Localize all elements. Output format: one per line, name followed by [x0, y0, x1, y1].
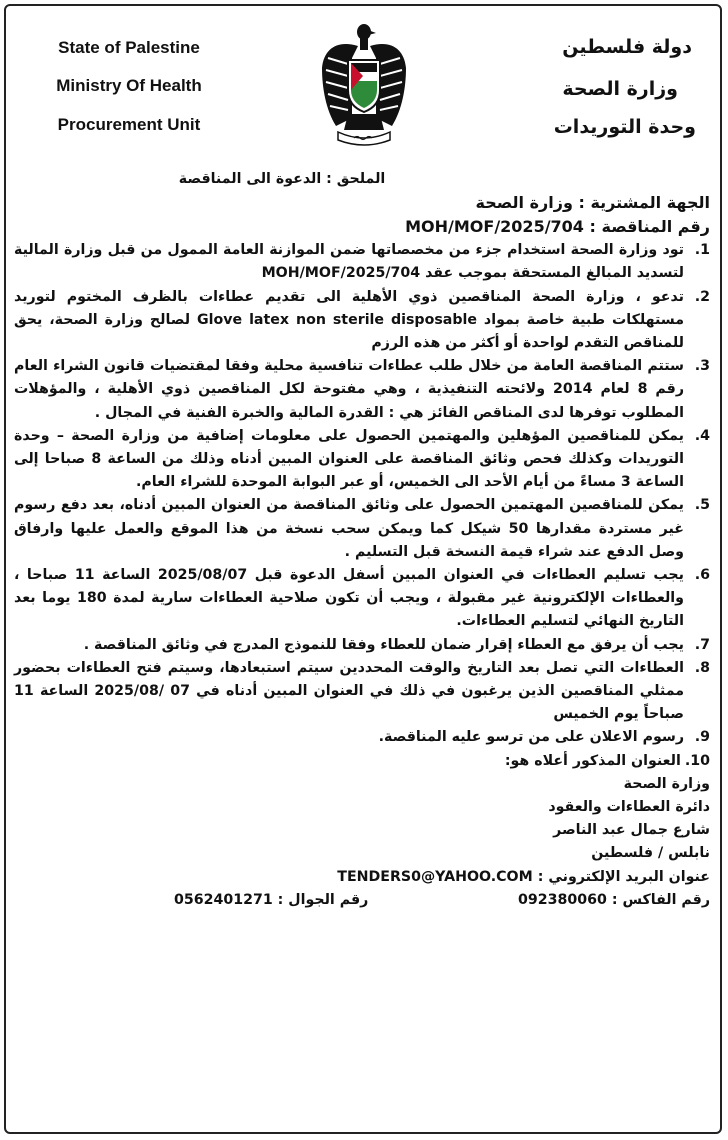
- email-label: عنوان البريد الإلكتروني :: [537, 868, 710, 885]
- clause-text: يجب أن يرفق مع العطاء إقرار ضمان للعطاء وفقا للنموذج المدرج في وثائق المناقصة .: [83, 636, 684, 653]
- tender-number-line: [14, 215, 710, 239]
- header-state-ar: دولة فلسطين: [562, 36, 692, 58]
- clause-text: يمكن للمناقصين المهتمين الحصول على وثائق المناقصة من العنوان المبين أدناه، بعد دفع رسوم غير مستردة مقدارها 50 شيكل كما ويمكن سحب نسخة من هذا الموقع والعمل عليها وارفاق وصل الدفع عند شراء قيمة النسخة قبل التسليم .: [14, 497, 684, 560]
- header-ministry-en: Ministry Of Health: [56, 76, 202, 95]
- address-line: شارع جمال عبد الناصر: [553, 822, 710, 839]
- announcement-title: الملحق : الدعوة الى المناقصة: [178, 171, 386, 187]
- header-ministry-ar: وزارة الصحة: [562, 78, 678, 100]
- clause-8: [14, 657, 710, 727]
- address-line: وزارة الصحة: [623, 775, 710, 792]
- clause-7: [14, 634, 710, 657]
- clause-text: العنوان المذكور أعلاه هو:: [504, 752, 681, 769]
- clause-6: [14, 564, 710, 634]
- clause-number: 10.: [684, 752, 710, 769]
- address-line: نابلس / فلسطين: [591, 845, 710, 862]
- clause-number: 3.: [694, 358, 710, 375]
- clause-10: [14, 750, 710, 773]
- clause-number: 9.: [694, 729, 710, 746]
- clause-number: 5.: [694, 497, 710, 514]
- fax-group: [518, 889, 710, 912]
- clause-text: يجب تسليم العطاءات في العنوان المبين أسفل الدعوة قبل 2025/08/07 الساعة 11 صباحا ، والعطاءات الإلكترونية غير مقبولة ، ويجب أن تكون صلاحية العطاءات سارية لمدة 180 يوما بعد التاريخ النهائي لتسليم العطاءات.: [14, 567, 684, 630]
- fax-label: رقم الفاكس :: [611, 891, 710, 908]
- clause-4: [14, 425, 710, 495]
- palestine-eagle-emblem-icon: [318, 18, 410, 148]
- tender-number: MOH/MOF/2025/704: [405, 217, 584, 237]
- clause-2: [14, 286, 710, 356]
- tender-announcement: [14, 168, 710, 912]
- clause-number: 4.: [694, 427, 710, 444]
- clause-number: 1.: [694, 242, 710, 259]
- clause-9: [14, 726, 710, 749]
- clause-3: [14, 355, 710, 425]
- clause-5: [14, 494, 710, 564]
- clause-text: تود وزارة الصحة استخدام جزء من مخصصاتها ضمن الموازنة العامة الممول من قبل وزارة المالية لتسديد المبالغ المستحقة بموجب عقد MOH/MOF/2025/704: [14, 242, 684, 282]
- clause-number: 7.: [694, 636, 710, 653]
- clause-text: رسوم الاعلان على من ترسو عليه المناقصة.: [378, 729, 684, 746]
- mobile-label: رقم الجوال :: [277, 891, 369, 908]
- email-address: TENDERS0@YAHOO.COM: [337, 868, 533, 885]
- clause-text: تدعو ، وزارة الصحة المناقصين ذوي الأهلية الى تقديم عطاءات بالظرف المختوم لتوريد مستهلكات طبية خاصة بمواد Glove latex non sterile disposable لصالح وزارة الصحة، يحق للمناقص التقدم لواحدة أو أكثر من هذه الرزم: [14, 288, 684, 352]
- phone-fax-row: [14, 889, 710, 912]
- clause-text: يمكن للمناقصين المؤهلين والمهتمين الحصول على معلومات إضافية من وزارة الصحة – وحدة التوريدات وكذلك فحص وثائق المناقصة على العنوان المبين أدناه وذلك من الساعة 8 صباحا إلى الساعة 3 مساءً من أيام الأحد الى الخميس، أو عبر البوابة الموحدة للشراء العام.: [14, 427, 684, 491]
- mobile-number: 0562401271: [174, 891, 273, 908]
- clause-number: 8.: [694, 659, 710, 676]
- fax-number: 092380060: [518, 891, 607, 908]
- clause-text: العطاءات التي تصل بعد التاريخ والوقت المحددين سيتم استبعادها، وسيتم فتح العطاءات بحضور ممثلي المناقصين الذين يرغبون في ذلك في العنوان المبين أدناه في 07 /2025/08 الساعة 11 صباحاً يوم الخميس: [14, 659, 684, 723]
- header-unit-en: Procurement Unit: [57, 115, 201, 134]
- address-block: [14, 773, 710, 866]
- header-state-en: State of Palestine: [58, 38, 200, 57]
- mobile-group: [174, 889, 368, 912]
- email-line: [14, 866, 710, 889]
- tender-number-label: رقم المناقصة :: [589, 217, 710, 237]
- header-unit-ar: وحدة التوريدات: [553, 116, 696, 138]
- clause-number: 2.: [694, 288, 710, 305]
- clause-text: ستتم المناقصة العامة من خلال طلب عطاءات تنافسية محلية وفقا لمقتضيات قانون الشراء العام رقم 8 لعام 2014 ولائحته التنفيذية ، وهي مفتوحة لكل المناقصين ذوي الأهلية ، والمؤهلات المطلوب توفرها لدى المناقص الفائز هي : القدرة المالية والخبرة الفنية في المجال .: [14, 358, 684, 421]
- buyer-line: الجهة المشترية : وزارة الصحة: [475, 193, 710, 213]
- address-line: دائرة العطاءات والعقود: [548, 799, 710, 816]
- clause-number: 6.: [694, 567, 710, 584]
- clause-1: [14, 239, 710, 285]
